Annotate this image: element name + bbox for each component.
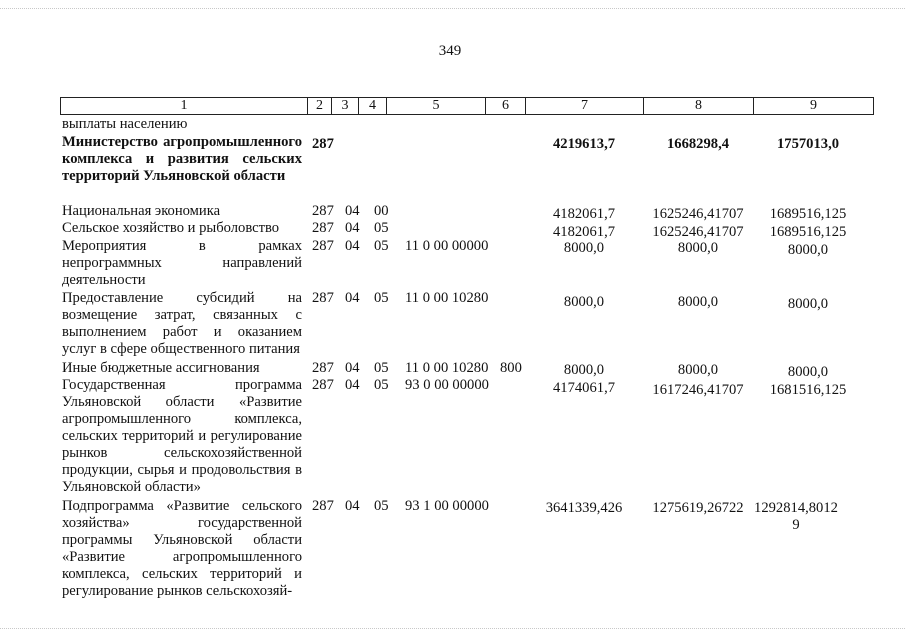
row-col-8: 1617246,41707 xyxy=(652,382,744,398)
row-col-3: 04 xyxy=(345,203,360,219)
row-description: Сельское хозяйство и рыболовство xyxy=(62,220,280,236)
row-col-4: 05 xyxy=(374,220,389,236)
header-col-2: 2 xyxy=(308,98,332,114)
row-col-8: 1668298,4 xyxy=(666,136,730,152)
header-col-1: 1 xyxy=(61,98,308,114)
row-col-9: 8000,0 xyxy=(787,296,829,312)
header-col-7: 7 xyxy=(526,98,644,114)
row-col-3: 04 xyxy=(345,377,360,393)
row-col-2: 287 xyxy=(312,238,334,254)
header-col-6: 6 xyxy=(486,98,526,114)
row-col-7: 4182061,7 xyxy=(552,206,616,222)
row-col-9: 1681516,125 xyxy=(769,382,847,398)
row-col-2: 287 xyxy=(312,220,334,236)
row-col-8: 8000,0 xyxy=(677,294,719,310)
row-col-4: 00 xyxy=(374,203,389,219)
header-col-8: 8 xyxy=(644,98,754,114)
row-col-3: 04 xyxy=(345,498,360,514)
row-col-2: 287 xyxy=(312,377,334,393)
row-description: Предоставление субсидий на возмещение затрат, связанных с выполнением работ и оказанием услуг в сфере общественного питания xyxy=(62,290,302,357)
row-col-4: 05 xyxy=(374,377,389,393)
row-col-8: 1275619,26722 xyxy=(652,500,744,516)
scan-edge-bottom xyxy=(0,628,905,629)
row-col-3: 04 xyxy=(345,290,360,306)
row-description: Иные бюджетные ассигнования xyxy=(62,360,260,376)
table-header-row xyxy=(60,97,874,115)
row-col-2: 287 xyxy=(312,290,334,306)
page-number: 349 xyxy=(438,43,462,59)
row-col-2: 287 xyxy=(312,498,334,514)
row-col-8: 1625246,41707 xyxy=(652,206,744,222)
row-col-3: 04 xyxy=(345,220,360,236)
row-description: Национальная экономика xyxy=(62,203,221,219)
row-col-7: 8000,0 xyxy=(563,294,605,310)
row-col-9: 1757013,0 xyxy=(776,136,840,152)
row-col-6: 800 xyxy=(500,360,522,376)
row-col-3: 04 xyxy=(345,360,360,376)
row-col-8: 8000,0 xyxy=(677,240,719,256)
row-col-8: 8000,0 xyxy=(677,362,719,378)
row-col-9: 1292814,80129 xyxy=(754,500,838,533)
row-col-9: 1689516,125 xyxy=(769,206,847,222)
row-col-2: 287 xyxy=(312,136,334,152)
row-col-2: 287 xyxy=(312,203,334,219)
row-description: Министерство агропромышленного комплекса и развития сельских территорий Ульяновской области xyxy=(62,134,302,184)
row-col-7: 3641339,426 xyxy=(545,500,623,516)
row-description: Мероприятия в рамках непрограммных направлений деятельности xyxy=(62,238,302,288)
row-col-5: 93 1 00 00000 xyxy=(405,498,489,514)
scan-edge-top xyxy=(0,8,905,9)
row-col-5: 11 0 00 10280 xyxy=(405,360,489,376)
row-col-7: 4219613,7 xyxy=(552,136,616,152)
row-col-7: 8000,0 xyxy=(563,240,605,256)
row-col-2: 287 xyxy=(312,360,334,376)
row-col-5: 11 0 00 10280 xyxy=(405,290,489,306)
row-col-4: 05 xyxy=(374,498,389,514)
row-col-5: 93 0 00 00000 xyxy=(405,377,489,393)
row-col-4: 05 xyxy=(374,238,389,254)
row-description: Подпрограмма «Развитие сельского хозяйства» государственной программы Ульяновской области «Развитие агропромышленного комплекса, сельских территорий и регулирование рынков сельскохозяй- xyxy=(62,498,302,599)
row-col-5: 11 0 00 00000 xyxy=(405,238,489,254)
row-col-7: 8000,0 xyxy=(563,362,605,378)
row-col-8: 1625246,41707 xyxy=(652,224,744,240)
row-description: Государственная программа Ульяновской области «Развитие агропромышленного комплекса, сельских территорий и регулирование рынков сельскохозяйственной продукции, сырья и продовольствия в Ульяновской области» xyxy=(62,377,302,495)
header-col-3: 3 xyxy=(332,98,359,114)
row-col-7: 4182061,7 xyxy=(552,224,616,240)
row-col-9: 8000,0 xyxy=(787,364,829,380)
header-col-4: 4 xyxy=(359,98,387,114)
header-col-5: 5 xyxy=(387,98,486,114)
row-col-3: 04 xyxy=(345,238,360,254)
row-col-7: 4174061,7 xyxy=(552,380,616,396)
row-col-4: 05 xyxy=(374,290,389,306)
row-col-9: 8000,0 xyxy=(787,242,829,258)
header-col-9: 9 xyxy=(810,98,817,113)
row-col-9: 1689516,125 xyxy=(769,224,847,240)
row-col-4: 05 xyxy=(374,360,389,376)
carry-over-text: выплаты населению xyxy=(62,116,188,132)
